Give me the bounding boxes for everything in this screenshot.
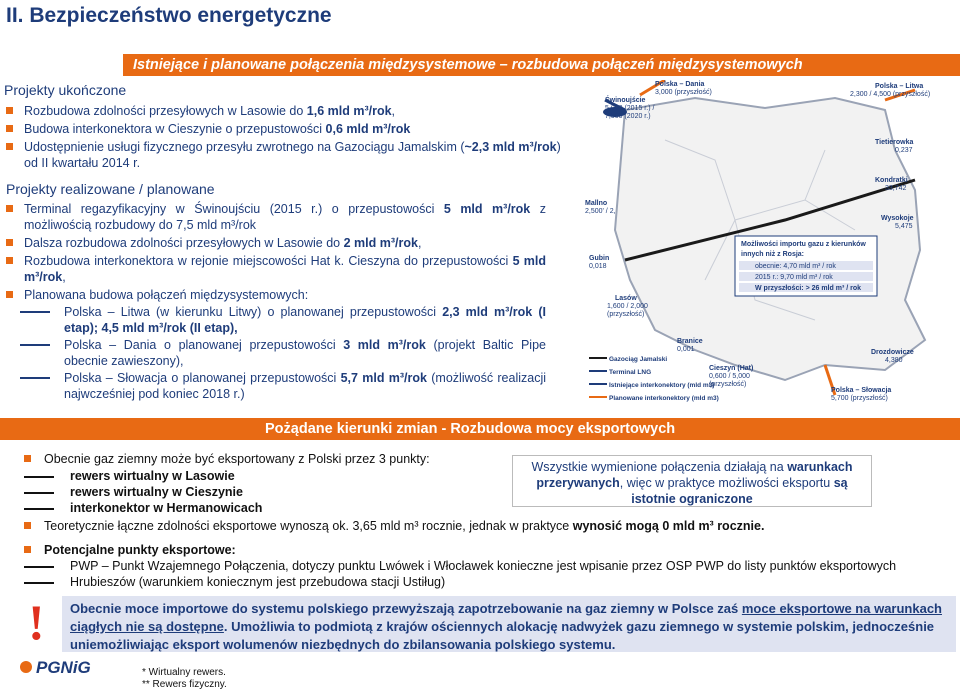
wysokoje-label: Wysokoje [881, 215, 914, 222]
section-banner-export: Pożądane kierunki zmian - Rozbudowa mocy eksportowych [0, 418, 960, 440]
poland-interconnector-map [585, 80, 960, 405]
branice-label: Branice [677, 338, 703, 345]
planned-item: Dalsza rozbudowa zdolności przesyłowych w Lasowie do 2 mld m³/rok, [6, 235, 566, 251]
swinoujscie-label: Świnoujście [605, 97, 646, 104]
legend-yamal: Gazociąg Jamalski [609, 356, 668, 363]
planned-subitem: Polska – Litwa (w kierunku Litwy) o planowanej przepustowości 2,3 mld m³/rok (I etap); 4,5 mld m³/rok (II etap), [20, 304, 546, 336]
planned-item: Rozbudowa interkonektora w rejonie miejscowości Hat k. Cieszyna do przepustowości 5 mld m³/rok, [6, 253, 546, 285]
tietierowka-value: 0,237 [895, 147, 913, 154]
pgnig-logo [18, 652, 118, 682]
kondratki-value: 33,742 [885, 185, 907, 192]
gubin-label: Gubin [589, 255, 610, 262]
planned-item: Terminal regazyfikacyjny w Świnoujściu (2015 r.) o przepustowości 5 mld m³/rok z możliwością rozbudowy do 7,5 mld m³/rok [6, 201, 546, 233]
pl-dk-label: Polska – Dania [655, 81, 705, 88]
pl-lt-value: 2,300 / 4,500 (przyszłość) [850, 91, 931, 98]
footnote-physical: ** Rewers fizyczny. [142, 679, 227, 690]
completed-item: Udostępnienie usługi fizycznego przesyłu zwrotnego na Gazociągu Jamalskim (~2,3 mld m³/rok) od II kwartału 2014 r. [6, 139, 566, 171]
import-row-2015: 2015 r.: 9,70 mld m³ / rok [755, 274, 833, 281]
lasow-value2: (przyszłość) [607, 311, 645, 318]
lasow-value: 1,600 / 2,000 [607, 303, 648, 310]
completed-heading: Projekty ukończone [4, 82, 127, 98]
legend-lng: Terminal LNG [609, 369, 652, 376]
import-box-title: Możliwości importu gazu z kierunków [741, 241, 866, 248]
mallnow-value: 2,500' / 2, [585, 208, 616, 215]
warning-icon: ! [28, 594, 45, 650]
swinoujscie-value2: 7,500 (2020 r.) [605, 113, 651, 120]
completed-item: Budowa interkonektora w Cieszynie o przepustowości 0,6 mld m³/rok [6, 121, 576, 137]
section-banner-interconnections: Istniejące i planowane połączenia międzysystemowe – rozbudowa połączeń międzysystemowych [123, 54, 960, 76]
drozdowicze-value: 4,380 [885, 357, 903, 364]
gubin-value: 0,018 [589, 263, 607, 270]
import-row-now: obecnie: 4,70 mld m³ / rok [755, 263, 836, 270]
wysokoje-value: 5,475 [895, 223, 913, 230]
pl-sk-value: 5,700 (przyszłość) [831, 395, 888, 402]
potential-heading: Potencjalne punkty eksportowe: [24, 542, 624, 558]
pl-dk-value: 3,000 (przyszłość) [655, 89, 712, 96]
mallnow-label: Mallno [585, 200, 608, 207]
drozdowicze-label: Drozdowicze [871, 349, 914, 356]
lasow-label: Lasów [615, 295, 637, 302]
cieszyn-label: Cieszyn (Hat) [709, 365, 754, 372]
page-title: II. Bezpieczeństwo energetyczne [6, 4, 332, 27]
planned-subitem: Polska – Słowacja o planowanej przepustowości 5,7 mld m³/rok (możliwość realizacji najwcześniej pod koniec 2018 r.) [20, 370, 546, 402]
potential-point: PWP – Punkt Wzajemnego Połączenia, dotyczy punktu Lwówek i Włocławek konieczne jest wpisanie przez OSP PWP do listy punktów eksportowych [24, 558, 944, 574]
planned-heading: Projekty realizowane / planowane [6, 181, 215, 197]
cieszyn-value2: (przyszłość) [709, 381, 747, 388]
export-intro: Obecnie gaz ziemny może być eksportowany z Polski przez 3 punkty: [24, 451, 504, 467]
kondratki-label: Kondratki [875, 177, 908, 184]
planned-item: Planowana budowa połączeń międzysystemowych: [6, 287, 566, 303]
export-limitation-note: Wszystkie wymienione połączenia działają na warunkach przerywanych, więc w praktyce możliwości eksportu są istotnie ograniczone [512, 455, 872, 507]
legend-planned: Planowane interkonektory (mld m3) [609, 395, 719, 402]
tietierowka-label: Tietierowka [875, 139, 914, 146]
branice-value: 0,001 [677, 346, 695, 353]
export-point: interkonektor w Hermanowicach [24, 500, 484, 516]
export-point: rewers wirtualny w Lasowie [24, 468, 484, 484]
svg-text:PGNiG: PGNiG [36, 658, 91, 677]
export-point: rewers wirtualny w Cieszynie [24, 484, 484, 500]
planned-subitem: Polska – Dania o planowanej przepustowości 3 mld m³/rok (projekt Baltic Pipe obecnie zawieszony), [20, 337, 546, 369]
potential-point: Hrubieszów (warunkiem koniecznym jest przebudowa stacji Ustiług) [24, 574, 944, 590]
export-capacity: Teoretycznie łączne zdolności eksportowe wynoszą ok. 3,65 mld m³ rocznie, jednak w praktyce wynosić mogą 0 mld m³ rocznie. [24, 518, 944, 534]
cieszyn-value: 0,600 / 5,000 [709, 373, 750, 380]
swinoujscie-value: 5,000 (2015 r.) / [605, 105, 655, 112]
pl-sk-label: Polska – Słowacja [831, 387, 892, 394]
warning-box: Obecnie moce importowe do systemu polskiego przewyższają zapotrzebowanie na gaz ziemny w Polsce zaś moce eksportowe na warunkach ciągłych nie są dostępne. Umożliwia to podmiotą z krajów ościennych alokację nadwyżek gazu ziemnego w systemie polskim, jednocześnie uniemożliwiając eksport wolumenów niezbędnych do zbilansowania polskiego systemu. [62, 596, 956, 652]
pl-lt-label: Polska – Litwa [875, 83, 924, 90]
import-row-future: W przyszłości: > 26 mld m³ / rok [755, 285, 862, 292]
footnote-virtual: * Wirtualny rewers. [142, 667, 226, 678]
legend-existing: Istniejące interkonektory (mld m3) [609, 382, 715, 389]
import-box-title2: innych niż z Rosja: [741, 251, 805, 258]
completed-item: Rozbudowa zdolności przesyłowych w Lasowie do 1,6 mld m³/rok, [6, 103, 576, 119]
